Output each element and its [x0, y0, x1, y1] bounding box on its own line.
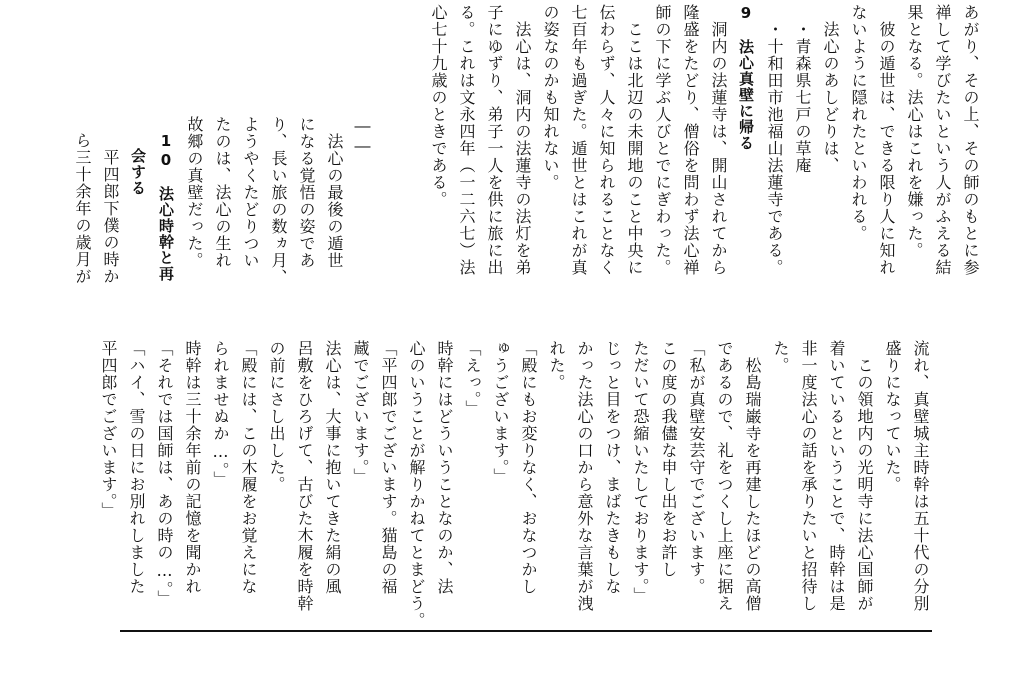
footer-rule	[120, 630, 932, 632]
text-line: 時幹は三十余年前の記憶を聞かれ	[183, 340, 202, 595]
section-heading-10: 10 法心時幹と再	[157, 132, 175, 282]
list-item: ・青森県七戸の草庵	[793, 4, 812, 174]
dash-mark: ――	[353, 116, 372, 156]
lower-text-block	[94, 340, 934, 629]
text-line: り、長い旅の数ヵ月、	[269, 116, 288, 286]
text-line: ないように隠れたといわれる。	[849, 4, 868, 242]
text-line: ただいて恐縮いたしております。」	[631, 340, 650, 604]
text-line: 洞内の法蓮寺は、開山されてから	[709, 4, 728, 276]
text-line: 時幹にはどういうことなのか、法	[435, 340, 454, 595]
section-heading-9: 9 法心真壁に帰る	[737, 4, 755, 151]
upper-left-block	[68, 4, 376, 334]
text-line: 法心のあしどりは、	[821, 4, 840, 174]
text-line: 伝わらず、人々に知られることなく	[597, 4, 616, 276]
text-line: 蔵でございます。」	[351, 340, 370, 485]
text-line: た。	[771, 340, 790, 374]
text-line: 盛りになっていた。	[883, 340, 902, 493]
text-line: になる覚悟の姿であ	[297, 116, 316, 269]
text-line: 師の下に学ぶ人びとでにぎわった。	[653, 4, 672, 276]
text-line: 非一度法心の話を承りたいと招待し	[799, 340, 818, 612]
text-line: たのは、法心の生れ	[213, 116, 232, 269]
text-line: ゅうございます。」	[491, 340, 510, 485]
text-line: る。これは文永四年（一二六七）法	[457, 4, 476, 276]
text-line: この領地内の光明寺に法心国師が	[855, 340, 874, 612]
dialogue-line: 「私が真壁安芸守でございます。	[687, 340, 706, 595]
text-line: 平四郎下僕の時か	[101, 132, 120, 285]
text-line: ようやくたどりつい	[241, 116, 260, 269]
text-line: 心のいうことが解りかねてとまどう。	[407, 340, 426, 629]
dialogue-line: 「それでは国師は、あの時の…。」	[155, 340, 174, 607]
text-line: 隆盛をたどり、僧俗を問わず法心禅	[681, 4, 700, 276]
dialogue-line: 「殿には、この木履をお覚えにな	[239, 340, 258, 595]
text-line: 着いているということで、時幹は是	[827, 340, 846, 612]
text-line: 法心は、大事に抱いてきた絹の風	[323, 340, 342, 595]
dialogue-line: 「えっ。」	[463, 340, 482, 417]
text-line: であるので、礼をつくし上座に据え	[715, 340, 734, 612]
text-line: 七百年も過ぎた。遁世とはこれが真	[569, 4, 588, 276]
dialogue-line: 「殿にもお変りなく、おなつかし	[519, 340, 538, 595]
text-line: 禅して学びたいという人がふえる結	[933, 4, 952, 276]
dialogue-line: 「ハイ、雪の日にお別れしました	[127, 340, 146, 595]
text-line: じっと目をつけ、まばたきもしな	[603, 340, 622, 595]
upper-text-block	[424, 4, 984, 334]
text-line: この度の我儘な申し出をお許し	[659, 340, 678, 578]
text-line: の姿なのかも知れない。	[541, 4, 560, 191]
text-line: 心七十九歳のときである。	[429, 4, 448, 208]
text-line: 彼の遁世は、できる限り人に知れ	[877, 4, 896, 276]
list-item: ・十和田市池福山法蓮寺である。	[765, 4, 784, 276]
text-line: 平四郎でございます。」	[99, 340, 118, 519]
text-line: 流れ、真壁城主時幹は五十代の分別	[911, 340, 930, 612]
text-line: 松島瑞巌寺を再建したほどの高僧	[743, 340, 762, 612]
text-line: あがり、その上、その師のもとに参	[961, 4, 980, 276]
text-line: 故郷の真壁だった。	[185, 116, 204, 269]
text-line: れた。	[547, 340, 566, 391]
text-line: 果となる。法心はこれを嫌った。	[905, 4, 924, 259]
text-line: ら三十余年の歳月が	[73, 132, 92, 285]
text-line: ここは北辺の未開地のこと中央に	[625, 4, 644, 276]
text-line: られませぬか…。」	[211, 340, 230, 488]
dialogue-line: 「平四郎でございます。猫島の福	[379, 340, 398, 595]
text-line: 子にゆずり、弟子一人を供に旅に出	[485, 4, 504, 276]
text-line: 法心は、洞内の法蓮寺の法灯を弟	[513, 4, 532, 276]
text-line: 呂敷をひろげて、古びた木履を時幹	[295, 340, 314, 612]
text-line: 法心の最後の遁世	[325, 116, 344, 269]
text-line: かった法心の口から意外な言葉が洩	[575, 340, 594, 612]
section-heading-10-cont: 会する	[129, 132, 147, 196]
text-line: の前にさし出した。	[267, 340, 286, 493]
